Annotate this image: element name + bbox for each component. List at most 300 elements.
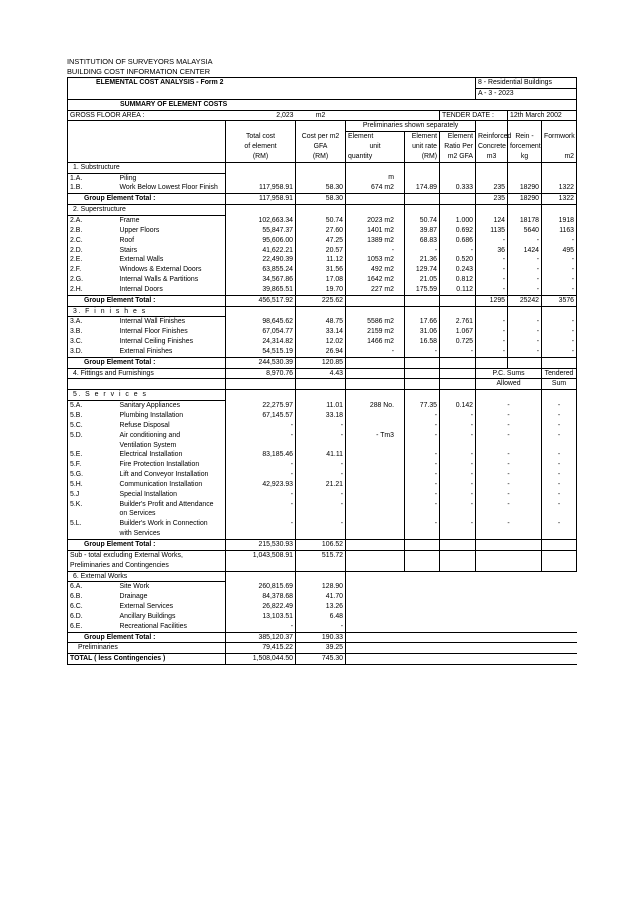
cell-per: 58.30: [296, 183, 346, 193]
cell-code: 3.D.: [68, 347, 106, 357]
col-cost-per-m2: Cost per m2: [296, 132, 346, 142]
group-total-rein: 25242: [508, 295, 542, 306]
element-row: [68, 431, 577, 441]
cell-per: 33.14: [296, 327, 346, 337]
col-reinforcement-l3: kg: [508, 152, 542, 162]
element-row: [68, 285, 577, 295]
cell-tend: -: [542, 450, 577, 460]
cell-total: 98,645.62: [226, 317, 296, 327]
group-total-rein: 18290: [508, 194, 542, 205]
cell-rate: -: [405, 480, 440, 490]
cell-code: 3.A.: [68, 317, 106, 327]
cell-name: Site Work: [119, 583, 150, 591]
cell-name: Lift and Conveyor Installation: [119, 471, 209, 479]
cell-rein: -: [508, 337, 542, 347]
element-row: [68, 421, 577, 431]
cell-rate: -: [405, 500, 440, 510]
cell-ratio: 0.333: [440, 183, 476, 193]
cell-qty: - Tm3: [346, 431, 405, 441]
cell-conc: 1135: [476, 226, 508, 236]
col-element-qty: Element: [346, 132, 405, 142]
cell-rate: -: [405, 411, 440, 421]
cell-per: -: [296, 460, 346, 470]
cell-conc: -: [476, 275, 508, 285]
col-element-ratio: Element: [440, 132, 476, 142]
cell-name: External Walls: [119, 256, 164, 264]
cell-name: Internal Doors: [119, 285, 163, 293]
cell-qty: [346, 529, 405, 539]
cell-tend: [542, 441, 577, 451]
group-total-label: Group Element Total :: [68, 357, 226, 368]
cell-pc: -: [476, 480, 542, 490]
cell-code: [68, 509, 106, 519]
cell-pc: [476, 509, 542, 519]
group-total-value: 215,530.93: [226, 539, 296, 550]
col-formwork-l3: m2: [542, 152, 577, 162]
cell-name: Roof: [119, 236, 135, 244]
cell-per: 13.26: [296, 602, 346, 612]
cell-total: 42,923.93: [226, 480, 296, 490]
cell-name: Air conditioning and: [119, 431, 181, 439]
cell-rate: -: [405, 519, 440, 529]
cell-rein: -: [508, 275, 542, 285]
group-total-concrete: 235: [476, 194, 508, 205]
grand-total-per-m2: 745.30: [296, 654, 346, 665]
cell-qty: 1053 m2: [346, 255, 405, 265]
cell-code: 6.B.: [68, 592, 106, 602]
cell-code: 6.A.: [68, 582, 106, 592]
cell-tend: -: [542, 470, 577, 480]
cell-code: 2.A.: [68, 215, 106, 225]
cell-per: 47.25: [296, 236, 346, 246]
group-total-concrete: 1295: [476, 295, 508, 306]
cell-pc: -: [476, 450, 542, 460]
pc-sums-header-l2: Allowed: [476, 379, 542, 390]
cell-ratio: 0.520: [440, 255, 476, 265]
cell-ratio: [440, 529, 476, 539]
cell-total: 260,815.69: [226, 582, 296, 592]
element-row: [68, 183, 577, 193]
cell-code: 5.E.: [68, 450, 106, 460]
cell-per: 11.01: [296, 401, 346, 411]
cell-rein: 5640: [508, 226, 542, 236]
element-row: [68, 327, 577, 337]
element-row: [68, 612, 577, 622]
preliminaries-per-m2: 39.25: [296, 643, 346, 654]
cell-form: -: [542, 255, 577, 265]
cell-ratio: [440, 441, 476, 451]
cell-ratio: 0.142: [440, 401, 476, 411]
cell-total: -: [226, 431, 296, 441]
form-code: A - 3 - 2023: [476, 88, 577, 99]
cell-ratio: -: [440, 411, 476, 421]
cell-per: 41.70: [296, 592, 346, 602]
cell-total: -: [226, 470, 296, 480]
cell-rate: [405, 509, 440, 519]
cell-tend: [542, 529, 577, 539]
cell-qty: 2159 m2: [346, 327, 405, 337]
cell-conc: -: [476, 327, 508, 337]
element-row: [68, 480, 577, 490]
cell-tend: -: [542, 490, 577, 500]
cell-ratio: -: [440, 431, 476, 441]
cell-rate: -: [405, 450, 440, 460]
cell-ratio: -: [440, 347, 476, 357]
element-row: [68, 215, 577, 225]
preliminaries-label: Preliminaries: [68, 643, 226, 654]
cell-name: Electrical Installation: [119, 451, 183, 459]
cell-ratio: -: [440, 246, 476, 256]
cell-rein: -: [508, 236, 542, 246]
element-row: [68, 337, 577, 347]
cell-qty: 227 m2: [346, 285, 405, 295]
col-total-cost-l3: (RM): [226, 152, 296, 162]
element-row: [68, 173, 577, 183]
cell-pc: -: [476, 500, 542, 510]
cell-total: 41,622.21: [226, 246, 296, 256]
cell-total: 26,822.49: [226, 602, 296, 612]
cell-total: [226, 173, 296, 183]
cell-qty: [346, 450, 405, 460]
cell-total: 117,958.91: [226, 183, 296, 193]
cell-name: Sanitary Appliances: [119, 402, 181, 410]
cell-conc: -: [476, 347, 508, 357]
cell-per: 128.90: [296, 582, 346, 592]
cell-pc: -: [476, 519, 542, 529]
cell-qty: [346, 460, 405, 470]
cell-name: Builder's Profit and Attendance: [119, 500, 214, 508]
cell-form: -: [542, 347, 577, 357]
group-total-value: 385,120.37: [226, 632, 296, 643]
col-element-rate: Element: [405, 132, 440, 142]
cell-total: 63,855.24: [226, 265, 296, 275]
cell-name: on Services: [119, 510, 156, 518]
cell-rate: -: [405, 246, 440, 256]
cell-form: 1163: [542, 226, 577, 236]
building-type: 8 - Residential Buildings: [476, 78, 577, 89]
cell-ratio: 0.243: [440, 265, 476, 275]
group-total-per-m2: 225.62: [296, 295, 346, 306]
cell-per: 41.11: [296, 450, 346, 460]
group-total-value: 244,530.39: [226, 357, 296, 368]
cell-form: -: [542, 236, 577, 246]
cell-qty: [346, 421, 405, 431]
cell-per: [296, 529, 346, 539]
element-row: [68, 519, 577, 529]
cell-name: with Services: [119, 530, 161, 538]
section-title: 5. S e r v i c e s: [68, 390, 226, 401]
cell-total: 67,145.57: [226, 411, 296, 421]
cell-code: 5.D.: [68, 431, 106, 441]
cell-per: 50.74: [296, 215, 346, 225]
cell-ratio: [440, 509, 476, 519]
cell-conc: 235: [476, 183, 508, 193]
col-reinforcement: Rein -: [508, 132, 542, 142]
cell-total: -: [226, 622, 296, 632]
cell-rate: [405, 173, 440, 183]
cell-qty: 1401 m2: [346, 226, 405, 236]
cell-total: [226, 441, 296, 451]
cell-ratio: -: [440, 450, 476, 460]
cell-code: [68, 441, 106, 451]
cell-qty: [346, 470, 405, 480]
cell-per: 6.48: [296, 612, 346, 622]
cell-name: Plumbing Installation: [119, 412, 184, 419]
cell-form: -: [542, 337, 577, 347]
cell-rate: -: [405, 490, 440, 500]
cell-name: Internal Floor Finishes: [119, 328, 188, 336]
cell-tend: -: [542, 411, 577, 421]
cell-ratio: 0.725: [440, 337, 476, 347]
cell-name: Communication Installation: [119, 480, 203, 488]
cell-rein: 18290: [508, 183, 542, 193]
cell-ratio: 0.112: [440, 285, 476, 295]
cell-rate: 77.35: [405, 401, 440, 411]
section-title: 4. Fittings and Furnishings: [68, 368, 226, 379]
cell-conc: [476, 173, 508, 183]
cell-conc: -: [476, 236, 508, 246]
cell-rein: 18178: [508, 215, 542, 225]
gfa-label: GROSS FLOOR AREA :: [68, 110, 226, 121]
cell-form: [542, 173, 577, 183]
cell-tend: -: [542, 421, 577, 431]
cell-code: 5.C.: [68, 421, 106, 431]
cell-code: 2.D.: [68, 246, 106, 256]
cell-per: [296, 173, 346, 183]
cell-tend: -: [542, 500, 577, 510]
cell-per: 12.02: [296, 337, 346, 347]
cell-rate: -: [405, 347, 440, 357]
cell-code: 2.G.: [68, 275, 106, 285]
gfa-value: 2,023: [276, 111, 294, 119]
cell-qty: 674 m2: [346, 183, 405, 193]
cell-ratio: 0.692: [440, 226, 476, 236]
cell-tend: -: [542, 431, 577, 441]
cell-form: -: [542, 317, 577, 327]
group-total-label: Group Element Total :: [68, 632, 226, 643]
cell-name: Special Installation: [119, 490, 177, 498]
preliminaries-total: 79,415.22: [226, 643, 296, 654]
cell-form: 1918: [542, 215, 577, 225]
cell-per: 19.70: [296, 285, 346, 295]
cell-per: -: [296, 431, 346, 441]
cell-ratio: -: [440, 460, 476, 470]
cell-name: Internal Walls & Partitions: [119, 276, 199, 284]
col-element-qty-l2: unit: [346, 142, 405, 152]
cell-rate: -: [405, 460, 440, 470]
cell-code: 5.F.: [68, 460, 106, 470]
cell-form: 1322: [542, 183, 577, 193]
cell-code: 6.D.: [68, 612, 106, 622]
cell-per: 27.60: [296, 226, 346, 236]
cell-rein: -: [508, 317, 542, 327]
cell-code: 5.G.: [68, 470, 106, 480]
cell-name: Ventilation System: [119, 441, 177, 449]
cell-rein: 1424: [508, 246, 542, 256]
cell-per: 11.12: [296, 255, 346, 265]
cell-rate: 17.66: [405, 317, 440, 327]
cell-qty: 1642 m2: [346, 275, 405, 285]
cell-rate: -: [405, 470, 440, 480]
element-row: [68, 592, 577, 602]
fittings-per-m2: 4.43: [296, 368, 346, 379]
group-total-formwork: 3576: [542, 295, 577, 306]
cell-qty: [346, 411, 405, 421]
cell-qty: [346, 490, 405, 500]
cell-per: 26.94: [296, 347, 346, 357]
cell-total: 24,314.82: [226, 337, 296, 347]
cell-code: [68, 529, 106, 539]
cell-code: 5.A.: [68, 401, 106, 411]
cell-ratio: -: [440, 519, 476, 529]
cell-ratio: -: [440, 421, 476, 431]
cell-qty: 1466 m2: [346, 337, 405, 347]
cell-code: 6.C.: [68, 602, 106, 612]
cost-analysis-sheet: [67, 57, 576, 665]
cell-per: -: [296, 622, 346, 632]
cell-qty: -: [346, 246, 405, 256]
element-row: [68, 246, 577, 256]
cell-per: 31.56: [296, 265, 346, 275]
element-row: [68, 500, 577, 510]
col-formwork-l2: [542, 142, 577, 152]
element-row: [68, 411, 577, 421]
cell-per: -: [296, 519, 346, 529]
fittings-total: 8,970.76: [226, 368, 296, 379]
subtotal-per-m2: 515.72: [296, 550, 346, 560]
cell-qty: 5586 m2: [346, 317, 405, 327]
cell-total: 55,847.37: [226, 226, 296, 236]
col-total-cost-l2: of element: [226, 142, 296, 152]
element-row: [68, 622, 577, 632]
element-row: [68, 470, 577, 480]
cell-ratio: -: [440, 500, 476, 510]
cell-rate: 31.06: [405, 327, 440, 337]
cell-rate: [405, 529, 440, 539]
cell-rate: 174.89: [405, 183, 440, 193]
cell-ratio: 0.686: [440, 236, 476, 246]
cell-conc: -: [476, 285, 508, 295]
cell-conc: -: [476, 265, 508, 275]
cell-tend: -: [542, 401, 577, 411]
cell-tend: -: [542, 460, 577, 470]
element-row: [68, 602, 577, 612]
cell-conc: -: [476, 255, 508, 265]
grand-total-value: 1,508,044.50: [226, 654, 296, 665]
cell-name: Ancillary Buildings: [119, 612, 176, 620]
cell-ratio: 1.000: [440, 215, 476, 225]
section-title: 1. Substructure: [68, 162, 226, 173]
col-element-ratio-l3: m2 GFA: [440, 152, 476, 162]
element-row: [68, 275, 577, 285]
cell-pc: -: [476, 490, 542, 500]
cell-name: Fire Protection Installation: [119, 461, 200, 469]
cell-code: 5.K.: [68, 500, 106, 510]
cell-rein: -: [508, 327, 542, 337]
cell-code: 2.E.: [68, 255, 106, 265]
element-row: [68, 317, 577, 327]
cell-per: -: [296, 490, 346, 500]
cell-per: -: [296, 470, 346, 480]
tendered-header: Tendered: [542, 368, 577, 379]
cell-total: -: [226, 460, 296, 470]
cell-code: 5.H.: [68, 480, 106, 490]
cell-ratio: 0.812: [440, 275, 476, 285]
group-total-label: Group Element Total :: [68, 194, 226, 205]
cell-per: 21.21: [296, 480, 346, 490]
cell-name: Internal Ceiling Finishes: [119, 338, 194, 346]
cell-code: 6.E.: [68, 622, 106, 632]
cell-total: 22,275.97: [226, 401, 296, 411]
cell-per: -: [296, 500, 346, 510]
cell-code: 2.B.: [68, 226, 106, 236]
cell-pc: -: [476, 401, 542, 411]
group-total-label: Group Element Total :: [68, 539, 226, 550]
cell-total: 84,378.68: [226, 592, 296, 602]
cell-conc: 124: [476, 215, 508, 225]
col-total-cost: Total cost: [226, 132, 296, 142]
cell-ratio: -: [440, 480, 476, 490]
cell-per: [296, 509, 346, 519]
cell-total: 54,515.19: [226, 347, 296, 357]
cell-code: 3.B.: [68, 327, 106, 337]
cell-total: 13,103.51: [226, 612, 296, 622]
cell-name: Recreational Facilities: [119, 622, 187, 630]
cell-name: Internal Wall Finishes: [119, 318, 186, 326]
center-name: BUILDING COST INFORMATION CENTER: [67, 67, 211, 76]
cell-pc: [476, 441, 542, 451]
prelim-note: Preliminaries shown separately: [346, 121, 476, 132]
element-row: [68, 509, 577, 519]
cell-rate: 68.83: [405, 236, 440, 246]
col-element-rate-l2: unit rate: [405, 142, 440, 152]
cell-total: -: [226, 490, 296, 500]
cell-total: 83,185.46: [226, 450, 296, 460]
cell-total: 95,606.00: [226, 236, 296, 246]
group-total-per-m2: 106.52: [296, 539, 346, 550]
cell-form: -: [542, 265, 577, 275]
gfa-unit: m2: [315, 111, 326, 119]
cell-total: -: [226, 421, 296, 431]
cell-code: 2.F.: [68, 265, 106, 275]
cell-form: -: [542, 285, 577, 295]
cell-pc: -: [476, 470, 542, 480]
cell-total: 102,663.34: [226, 215, 296, 225]
cell-pc: [476, 529, 542, 539]
cell-code: 5.J: [68, 490, 106, 500]
section-title: 2. Superstructure: [68, 205, 226, 216]
cell-total: -: [226, 500, 296, 510]
element-row: [68, 582, 577, 592]
cell-ratio: -: [440, 490, 476, 500]
col-reinforcement-l2: forcement: [508, 142, 542, 152]
cell-name: Windows & External Doors: [119, 266, 202, 274]
cell-tend: -: [542, 480, 577, 490]
cell-name: External Services: [119, 603, 174, 611]
col-element-ratio-l2: Ratio Per: [440, 142, 476, 152]
group-total-per-m2: 190.33: [296, 632, 346, 643]
cell-code: 5.L.: [68, 519, 106, 529]
cell-pc: -: [476, 421, 542, 431]
subtotal-value: 1,043,508.91: [226, 550, 296, 560]
cell-name: Work Below Lowest Floor Finish: [119, 184, 218, 192]
grand-total-label: TOTAL ( less Contingencies ): [68, 654, 226, 665]
cell-ratio: 2.761: [440, 317, 476, 327]
cell-rate: 175.59: [405, 285, 440, 295]
subtotal-label-l2: Preliminaries and Contingencies: [68, 561, 226, 571]
col-reinforced-concrete-l2: Concrete: [476, 142, 508, 152]
element-row: [68, 441, 577, 451]
